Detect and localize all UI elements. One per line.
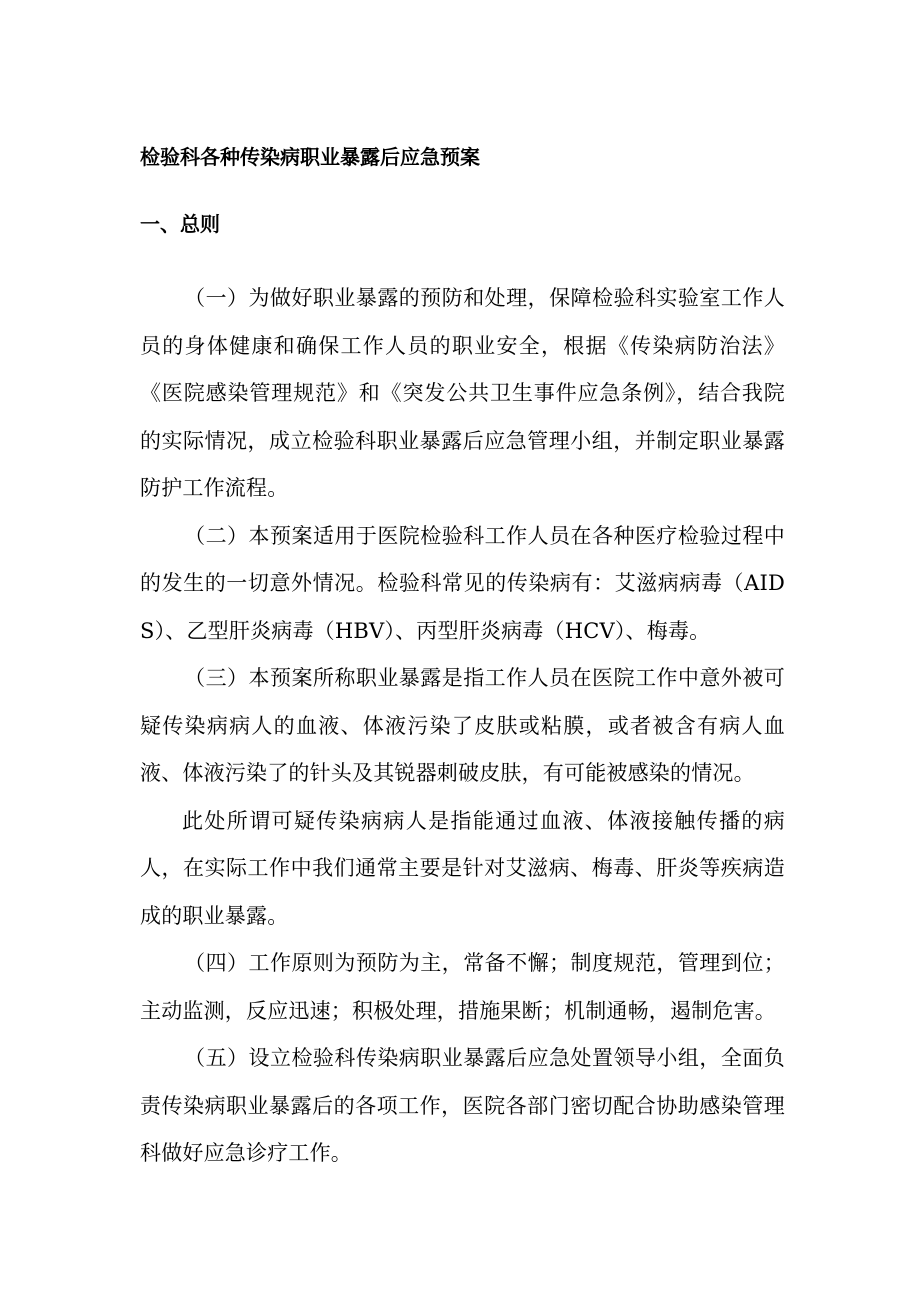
paragraph-1: （一）为做好职业暴露的预防和处理，保障检验科实验室工作人员的身体健康和确保工作人员的职业安全，根据《传染病防治法》《医院感染管理规范》和《突发公共卫生事件应急条例》，结合我院的实际情况，成立检验科职业暴露后应急管理小组，并制定职业暴露防护工作流程。 [140,286,785,500]
paragraph-4: 此处所谓可疑传染病病人是指能通过血液、体液接触传播的病人，在实际工作中我们通常主要是针对艾滋病、梅毒、肝炎等疾病造成的职业暴露。 [140,808,785,928]
paragraph-6: （五）设立检验科传染病职业暴露后应急处置领导小组，全面负责传染病职业暴露后的各项工作，医院各部门密切配合协助感染管理科做好应急诊疗工作。 [140,1046,785,1165]
paragraph-5: （四）工作原则为预防为主，常备不懈；制度规范，管理到位；主动监测，反应迅速；积极处理，措施果断；机制通畅，遏制危害。 [140,951,785,1023]
document-title: 检验科各种传染病职业暴露后应急预案 [140,145,480,169]
paragraph-2: （二）本预案适用于医院检验科工作人员在各种医疗检验过程中的发生的一切意外情况。检验科常见的传染病有：艾滋病病毒（AIDS）、乙型肝炎病毒（HBV）、丙型肝炎病毒（HCV）、梅毒。 [140,523,785,643]
document-body [140,275,785,1178]
section-heading-general: 一、总则 [140,212,220,236]
paragraph-3: （三）本预案所称职业暴露是指工作人员在医院工作中意外被可疑传染病病人的血液、体液污染了皮肤或粘膜，或者被含有病人血液、体液污染了的针头及其锐器刺破皮肤，有可能被感染的情况。 [140,666,785,785]
